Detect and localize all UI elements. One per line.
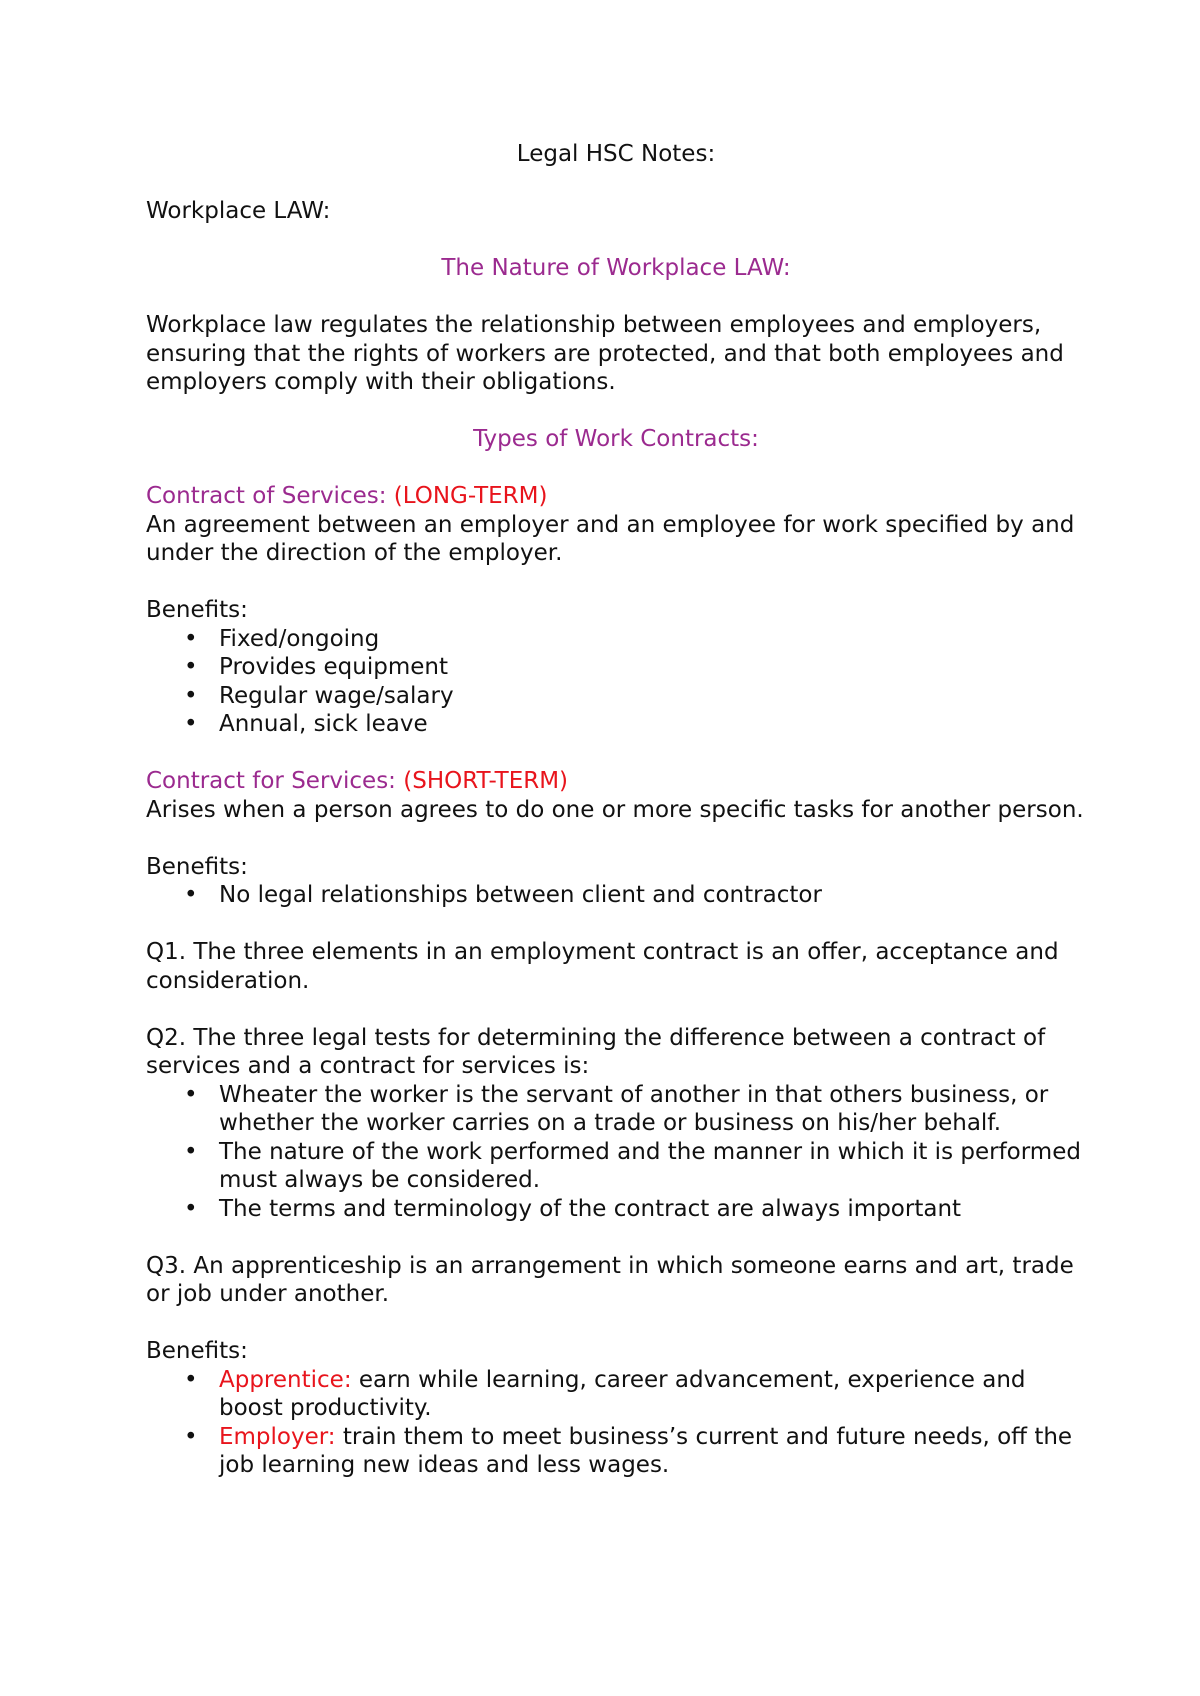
list-item	[146, 1366, 1086, 1423]
bullet-icon: •	[184, 711, 198, 737]
list-item-text: Annual, sick leave	[219, 711, 428, 737]
list-item	[146, 1423, 1086, 1480]
list-item-text: Fixed/ongoing	[219, 625, 380, 652]
q3-list	[146, 1366, 1086, 1480]
q3-benefits-label: Benefits:	[146, 1338, 248, 1364]
contract-of-services-term: (LONG-TERM)	[393, 483, 548, 509]
employer-label: Employer:	[219, 1423, 336, 1450]
list-item	[146, 653, 1086, 682]
bullet-icon: •	[184, 625, 198, 652]
contract-for-services-term: (SHORT-TERM)	[403, 768, 569, 794]
contract-for-services-label: Contract for Services:	[146, 768, 396, 794]
list-item-text: No legal relationships between client and contractor	[219, 882, 822, 908]
bullet-icon: •	[184, 1138, 198, 1165]
list-item-text: The terms and terminology of the contract are always important	[219, 1195, 962, 1222]
bullet-icon: •	[184, 1081, 198, 1108]
bullet-icon: •	[184, 882, 198, 908]
contract-for-benefits-list	[146, 881, 1086, 910]
contract-of-services-heading	[146, 482, 1086, 511]
list-item	[146, 1195, 1086, 1224]
list-item	[146, 1081, 1086, 1138]
bullet-icon: •	[184, 654, 198, 680]
types-heading: Types of Work Contracts:	[473, 426, 759, 452]
nature-heading: The Nature of Workplace LAW:	[441, 255, 791, 281]
contract-for-services-body: Arises when a person agrees to do one or more specific tasks for another person.	[146, 796, 1084, 823]
contract-for-services-heading	[146, 767, 1086, 796]
q1-text: Q1. The three elements in an employment contract is an offer, acceptance and consideration.	[146, 939, 1059, 994]
topic-heading: Workplace LAW:	[146, 198, 331, 224]
list-item	[146, 881, 1086, 910]
list-item	[146, 682, 1086, 711]
contract-of-services-body: An agreement between an employer and an employee for work specified by and under the direction of the employer.	[146, 511, 1075, 566]
contract-for-benefits-label: Benefits:	[146, 853, 248, 880]
bullet-icon: •	[184, 1195, 198, 1222]
q2-list	[146, 1081, 1086, 1224]
bullet-icon: •	[184, 682, 198, 709]
document-title: Legal HSC Notes:	[516, 141, 716, 167]
q3-text: Q3. An apprenticeship is an arrangement in which someone earns and art, trade or job under another.	[146, 1252, 1074, 1307]
document-page	[146, 140, 1086, 1480]
list-item-text: Regular wage/salary	[219, 682, 454, 709]
list-item-text: The nature of the work performed and the manner in which it is performed must always be considered.	[219, 1138, 1081, 1193]
nature-body: Workplace law regulates the relationship between employees and employers, ensuring that the rights of workers are protected, and that both employees and employers comply with their obligations.	[146, 312, 1064, 395]
apprentice-label: Apprentice:	[219, 1366, 352, 1393]
list-item-text: Wheater the worker is the servant of another in that others business, or whether the worker carries on a trade or business on his/her behalf.	[219, 1081, 1049, 1136]
list-item-text: Provides equipment	[219, 654, 449, 680]
contract-of-benefits-list	[146, 625, 1086, 739]
apprentice-text: earn while learning, career advancement, experience and boost productivity.	[219, 1366, 1026, 1421]
contract-of-services-label: Contract of Services:	[146, 483, 387, 509]
bullet-icon: •	[184, 1366, 198, 1393]
contract-of-benefits-label: Benefits:	[146, 597, 248, 623]
list-item	[146, 710, 1086, 739]
list-item	[146, 625, 1086, 654]
list-item	[146, 1138, 1086, 1195]
q2-text: Q2. The three legal tests for determining the difference between a contract of services and a contract for services is:	[146, 1024, 1046, 1079]
employer-text: train them to meet business’s current and future needs, off the job learning new ideas and less wages.	[219, 1423, 1073, 1478]
bullet-icon: •	[184, 1423, 198, 1450]
